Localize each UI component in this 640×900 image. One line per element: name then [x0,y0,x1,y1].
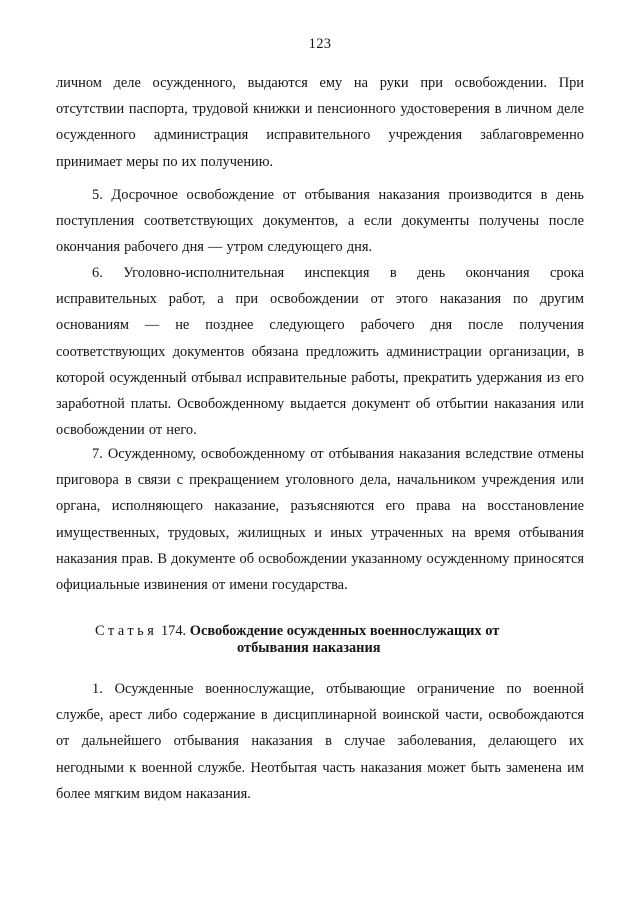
article-title-line-1: Освобождение осужденных военнослужащих от [189,623,500,639]
article-label: Статья [95,623,158,639]
continued-paragraph [56,70,584,175]
page-number: 123 [308,36,332,52]
article-paragraph-1 [56,676,584,807]
paragraph-7 [56,441,584,598]
paragraph-text: 7. Осужденному, освобожденному от отбывания наказания вследствие отмены приговора в связи с прекращением уголовного дела, начальником учреждения или органа, исполняющего наказание, разъясняются его права на восстановление имущественных, трудовых, жилищных и иных утраченных на время отбывания наказания прав. В документе об освобождении указанному осужденному приносятся официальные извинения от имени государства. [56,446,584,594]
article-heading [95,623,575,657]
article-title-line-2: отбывания наказания [237,640,381,656]
article-number: 174. [160,623,187,639]
paragraph-6 [56,260,584,443]
paragraph-text: 5. Досрочное освобождение от отбывания наказания производится в день поступления соответствующих документов, а если документы получены после окончания рабочего дня — утром следующего дня. [56,187,584,256]
paragraph-text: личном деле осужденного, выдаются ему на руки при освобождении. При отсутствии паспорта, трудовой книжки и пенсионного удостоверения в личном деле осужденного администрация исправительного учреждения заблаговременно принимает меры по их получению. [56,75,584,170]
paragraph-text: 1. Осужденные военнослужащие, отбывающие ограничение по военной службе, арест либо содержание в дисциплинарной воинской части, освобождаются от дальнейшего отбывания наказания в случае заболевания, делающего их негодными к военной службе. Неотбытая часть наказания может быть заменена им более мягким видом наказания. [56,681,584,802]
paragraph-5 [56,182,584,261]
paragraph-text: 6. Уголовно-исполнительная инспекция в день окончания срока исправительных работ, а при освобождении от этого наказания по другим основаниям — не позднее следующего рабочего дня после получения соответствующих документов обязана предложить администрации организации, в которой осужденный отбывал исправительные работы, прекратить удержания из его заработной платы. Освобожденному выдается документ об отбытии наказания или освобождении от него. [56,265,584,439]
